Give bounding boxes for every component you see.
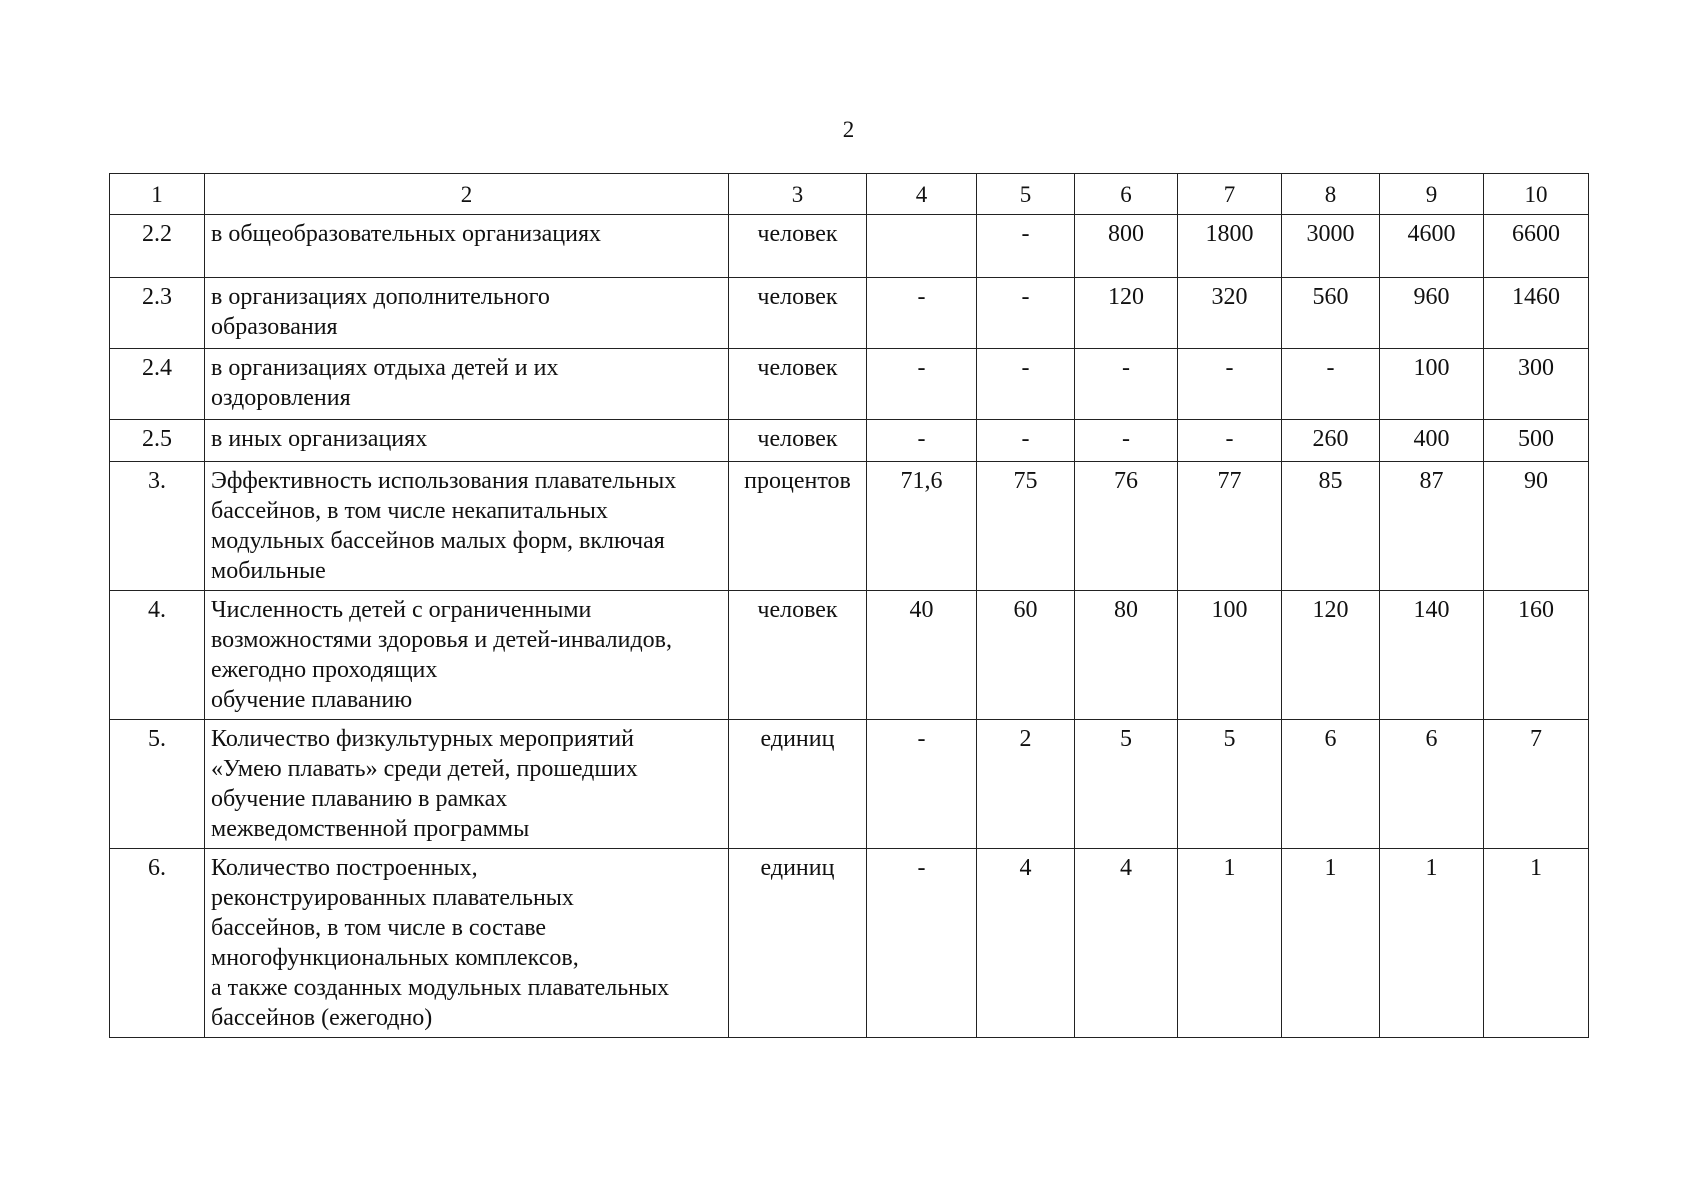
indicators-table (109, 173, 1589, 1038)
indicator-name (205, 349, 729, 420)
indicator-name-line: обучение плаванию в рамках (211, 786, 508, 812)
indicator-name-line: Эффективность использования плавательных (211, 468, 677, 494)
row-number: 5. (110, 720, 205, 849)
indicator-name-line: многофункциональных комплексов, (211, 945, 579, 971)
indicator-name-line: Численность детей с ограниченными (211, 597, 592, 623)
value-cell: 76 (1075, 462, 1178, 591)
value-cell: 4 (1075, 849, 1178, 1038)
value-cell: - (977, 349, 1075, 420)
value-cell: - (977, 278, 1075, 349)
value-cell: - (867, 849, 977, 1038)
indicator-name (205, 215, 729, 278)
value-cell: 1460 (1484, 278, 1589, 349)
value-cell: 800 (1075, 215, 1178, 278)
indicator-name-line: в общеобразовательных организациях (211, 221, 601, 247)
value-cell: 1800 (1178, 215, 1282, 278)
indicator-name (205, 420, 729, 462)
value-cell: 5 (1075, 720, 1178, 849)
header-col-3: 3 (729, 174, 867, 215)
table-row (110, 591, 1589, 720)
value-cell: 87 (1380, 462, 1484, 591)
header-col-8: 8 (1282, 174, 1380, 215)
row-number: 6. (110, 849, 205, 1038)
indicator-name-line: Количество физкультурных мероприятий (211, 726, 634, 752)
value-cell: - (977, 215, 1075, 278)
indicator-name (205, 462, 729, 591)
table-row (110, 720, 1589, 849)
unit-cell: единиц (729, 849, 867, 1038)
indicator-name (205, 720, 729, 849)
indicator-name-line: в организациях отдыха детей и их (211, 355, 559, 381)
value-cell: 90 (1484, 462, 1589, 591)
unit-cell: человек (729, 215, 867, 278)
indicator-name-line: обучение плаванию (211, 687, 413, 713)
row-number: 2.5 (110, 420, 205, 462)
value-cell: - (1178, 420, 1282, 462)
header-col-6: 6 (1075, 174, 1178, 215)
indicator-name-line: мобильные (211, 558, 326, 584)
value-cell: - (867, 420, 977, 462)
value-cell: 40 (867, 591, 977, 720)
value-cell: 85 (1282, 462, 1380, 591)
value-cell: 6 (1380, 720, 1484, 849)
indicator-name-line: Количество построенных, (211, 855, 478, 881)
value-cell: 1 (1484, 849, 1589, 1038)
indicator-name-line: а также созданных модульных плавательных (211, 975, 670, 1001)
value-cell: 60 (977, 591, 1075, 720)
unit-cell: процентов (729, 462, 867, 591)
value-cell: 4600 (1380, 215, 1484, 278)
table-row (110, 349, 1589, 420)
value-cell: 7 (1484, 720, 1589, 849)
header-col-10: 10 (1484, 174, 1589, 215)
value-cell: 6600 (1484, 215, 1589, 278)
value-cell: 5 (1178, 720, 1282, 849)
header-col-7: 7 (1178, 174, 1282, 215)
indicator-name-line: бассейнов (ежегодно) (211, 1005, 433, 1031)
indicator-name-line: бассейнов, в том числе некапитальных (211, 498, 608, 524)
indicator-name-line: межведомственной программы (211, 816, 530, 842)
value-cell: 120 (1282, 591, 1380, 720)
value-cell: 75 (977, 462, 1075, 591)
value-cell: 400 (1380, 420, 1484, 462)
indicator-name-line: реконструированных плавательных (211, 885, 574, 911)
value-cell (867, 215, 977, 278)
value-cell: 500 (1484, 420, 1589, 462)
value-cell: 260 (1282, 420, 1380, 462)
value-cell: 3000 (1282, 215, 1380, 278)
indicator-name-line: оздоровления (211, 385, 351, 411)
table-row (110, 462, 1589, 591)
table-row (110, 849, 1589, 1038)
indicator-name (205, 849, 729, 1038)
value-cell: 1 (1178, 849, 1282, 1038)
value-cell: - (1282, 349, 1380, 420)
indicator-name (205, 591, 729, 720)
value-cell: - (867, 720, 977, 849)
indicator-name-line: «Умею плавать» среди детей, прошедших (211, 756, 638, 782)
row-number: 2.3 (110, 278, 205, 349)
indicator-name-line: в организациях дополнительного (211, 284, 550, 310)
value-cell: 300 (1484, 349, 1589, 420)
row-number: 4. (110, 591, 205, 720)
value-cell: 100 (1380, 349, 1484, 420)
value-cell: - (867, 278, 977, 349)
unit-cell: человек (729, 591, 867, 720)
value-cell: 1 (1282, 849, 1380, 1038)
value-cell: 560 (1282, 278, 1380, 349)
indicator-name-line: бассейнов, в том числе в составе (211, 915, 547, 941)
header-col-9: 9 (1380, 174, 1484, 215)
indicator-name-line: ежегодно проходящих (211, 657, 438, 683)
value-cell: - (977, 420, 1075, 462)
value-cell: - (1075, 349, 1178, 420)
indicator-name-line: образования (211, 314, 338, 340)
value-cell: - (1178, 349, 1282, 420)
value-cell: - (1075, 420, 1178, 462)
unit-cell: человек (729, 278, 867, 349)
header-row (110, 174, 1589, 215)
unit-cell: единиц (729, 720, 867, 849)
header-col-2: 2 (205, 174, 729, 215)
table-row (110, 278, 1589, 349)
header-col-4: 4 (867, 174, 977, 215)
indicator-name-line: в иных организациях (211, 426, 428, 452)
indicator-name-line: возможностями здоровья и детей-инвалидов, (211, 627, 673, 653)
header-col-5: 5 (977, 174, 1075, 215)
value-cell: 100 (1178, 591, 1282, 720)
value-cell: 2 (977, 720, 1075, 849)
page-number: 2 (842, 117, 855, 142)
value-cell: - (867, 349, 977, 420)
indicator-name (205, 278, 729, 349)
header-col-1: 1 (110, 174, 205, 215)
value-cell: 1 (1380, 849, 1484, 1038)
value-cell: 960 (1380, 278, 1484, 349)
value-cell: 77 (1178, 462, 1282, 591)
value-cell: 71,6 (867, 462, 977, 591)
row-number: 2.2 (110, 215, 205, 278)
value-cell: 80 (1075, 591, 1178, 720)
value-cell: 140 (1380, 591, 1484, 720)
unit-cell: человек (729, 349, 867, 420)
value-cell: 6 (1282, 720, 1380, 849)
value-cell: 4 (977, 849, 1075, 1038)
indicator-name-line: модульных бассейнов малых форм, включая (211, 528, 665, 554)
value-cell: 320 (1178, 278, 1282, 349)
table-row (110, 420, 1589, 462)
row-number: 3. (110, 462, 205, 591)
row-number: 2.4 (110, 349, 205, 420)
table-row (110, 215, 1589, 278)
value-cell: 160 (1484, 591, 1589, 720)
unit-cell: человек (729, 420, 867, 462)
value-cell: 120 (1075, 278, 1178, 349)
